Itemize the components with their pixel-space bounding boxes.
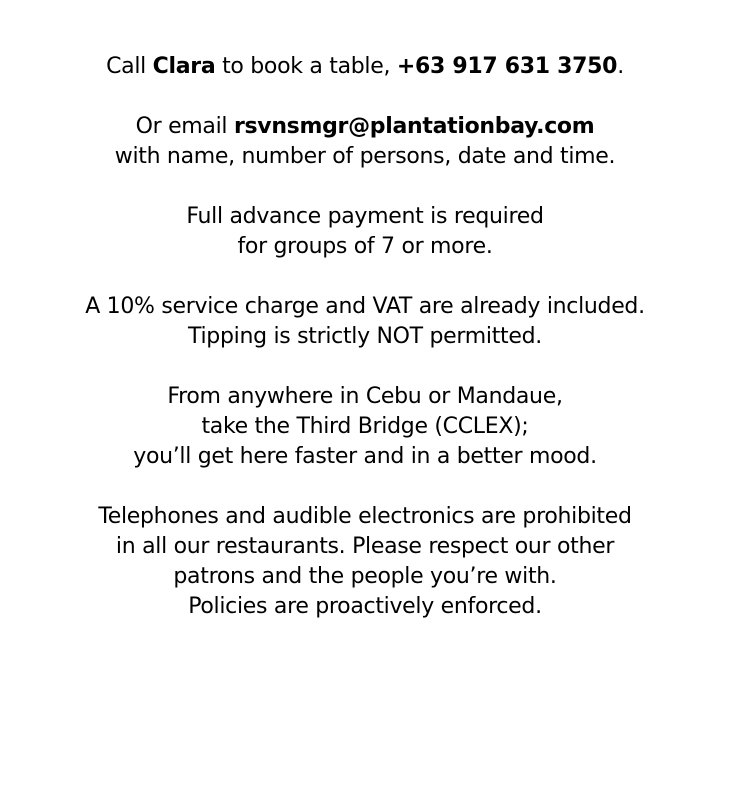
charges-line-1: A 10% service charge and VAT are already included. bbox=[85, 294, 645, 319]
booking-line bbox=[0, 52, 730, 82]
booking-paragraph bbox=[0, 52, 730, 82]
email-details-text: with name, number of persons, date and time. bbox=[114, 144, 616, 169]
call-middle-text: to book a table, bbox=[215, 54, 397, 79]
directions-paragraph bbox=[0, 382, 730, 472]
directions-line-3: you’ll get here faster and in a better mood. bbox=[133, 444, 597, 469]
email-address[interactable]: rsvnsmgr@plantationbay.com bbox=[233, 114, 595, 139]
charges-line-2: Tipping is strictly NOT permitted. bbox=[188, 324, 542, 349]
call-suffix-text: . bbox=[617, 54, 624, 79]
charges-paragraph bbox=[0, 292, 730, 352]
email-paragraph bbox=[0, 112, 730, 172]
payment-line-2: for groups of 7 or more. bbox=[237, 234, 493, 259]
email-line bbox=[0, 112, 730, 142]
electronics-policy-paragraph bbox=[0, 502, 730, 622]
directions-line-2: take the Third Bridge (CCLEX); bbox=[201, 414, 529, 439]
directions-line-1: From anywhere in Cebu or Mandaue, bbox=[167, 384, 563, 409]
contact-name: Clara bbox=[152, 54, 216, 79]
policy-line-3: patrons and the people you’re with. bbox=[173, 564, 557, 589]
call-prefix-text: Call bbox=[106, 54, 153, 79]
phone-number[interactable]: +63 917 631 3750 bbox=[396, 54, 618, 79]
payment-paragraph bbox=[0, 202, 730, 262]
policy-line-2: in all our restaurants. Please respect our other bbox=[115, 534, 615, 559]
payment-line-1: Full advance payment is required bbox=[186, 204, 544, 229]
policy-line-1: Telephones and audible electronics are prohibited bbox=[98, 504, 632, 529]
email-prefix-text: Or email bbox=[135, 114, 234, 139]
reservation-notice bbox=[0, 52, 730, 622]
policy-line-4: Policies are proactively enforced. bbox=[188, 594, 542, 619]
